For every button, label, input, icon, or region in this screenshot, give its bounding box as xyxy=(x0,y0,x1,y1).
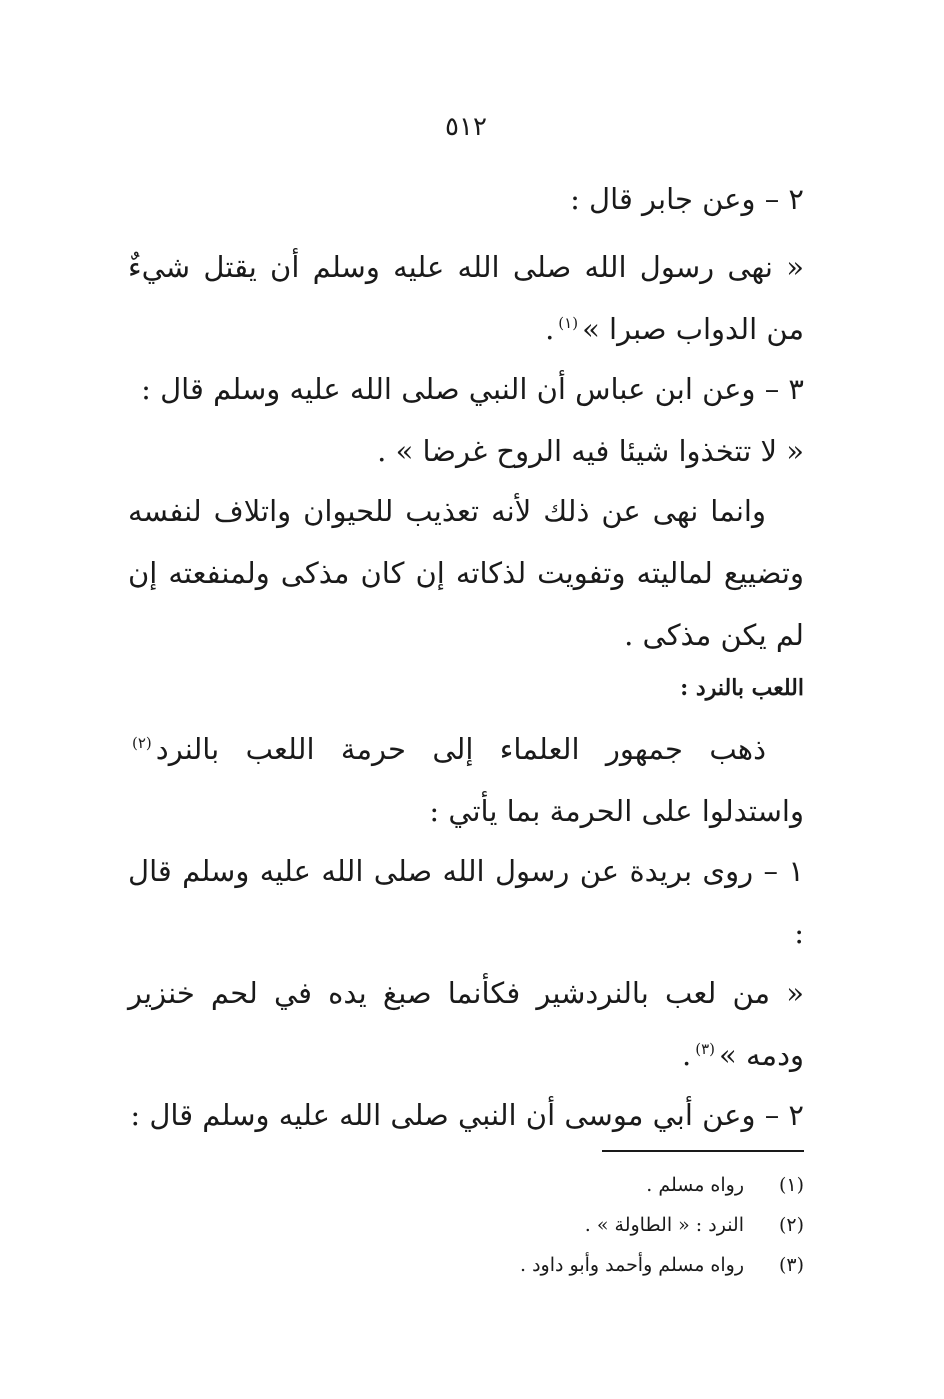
paragraph-end: . xyxy=(682,1038,692,1072)
paragraph-text: واستدلوا على الحرمة بما يأتي : xyxy=(429,794,804,828)
footnote-item xyxy=(128,1205,804,1245)
page xyxy=(128,0,804,1399)
footnote-ref: (١) xyxy=(558,314,579,333)
paragraph-text: « من لعب بالنردشير فكأنما صبغ يده في لحم خنزير ودمه » xyxy=(128,976,804,1072)
section-heading: اللعب بالنرد : xyxy=(680,675,804,701)
footnote-text: رواه مسلم . xyxy=(646,1174,744,1196)
footnotes xyxy=(128,1165,804,1285)
paragraph-jabir xyxy=(128,168,804,230)
footnote-item xyxy=(128,1245,804,1285)
footnote-number: (٢) xyxy=(778,1214,804,1236)
paragraph-text: ٢ – وعن أبي موسى أن النبي صلى الله عليه وسلم قال : xyxy=(130,1098,804,1132)
paragraph-text: « لا تتخذوا شيئا فيه الروح غرضا » . xyxy=(377,434,804,468)
paragraph-text: ١ – روى بريدة عن رسول الله صلى الله عليه وسلم قال : xyxy=(128,854,804,950)
footnote-ref: (٢) xyxy=(132,734,152,753)
paragraph-text: ٢ – وعن جابر قال : xyxy=(570,182,804,216)
paragraph-text: ذهب جمهور العلماء إلى حرمة اللعب بالنرد xyxy=(155,732,766,766)
paragraph-text: وانما نهى عن ذلك لأنه تعذيب للحيوان واتلاف لنفسه وتضييع لماليته وتفويت لذكاته إن كان مذكى ولمنفعته إن لم يكن مذكى . xyxy=(128,494,804,652)
paragraph-hadith-2 xyxy=(128,420,804,482)
footnote-text: النرد : « الطاولة » . xyxy=(584,1214,744,1236)
footnote-ref: (٣) xyxy=(695,1040,716,1059)
paragraph-end: . xyxy=(545,312,555,346)
footnote-text: رواه مسلم وأحمد وأبو داود . xyxy=(520,1254,744,1276)
paragraph-text: « نهى رسول الله صلى الله عليه وسلم أن يقتل شيءٌ من الدواب صبرا » xyxy=(128,250,804,346)
paragraph-hadith-1 xyxy=(128,236,804,360)
paragraph-nard-ruling xyxy=(128,718,804,842)
footnote-number: (١) xyxy=(778,1174,804,1196)
paragraph-ibn-abbas xyxy=(128,358,804,420)
page-number: ٥١٢ xyxy=(445,112,487,142)
paragraph-text: ٣ – وعن ابن عباس أن النبي صلى الله عليه وسلم قال : xyxy=(141,372,804,406)
footnote-divider xyxy=(602,1150,804,1152)
paragraph-hadith-3 xyxy=(128,962,804,1086)
paragraph-explanation xyxy=(128,480,804,666)
footnote-item xyxy=(128,1165,804,1205)
paragraph-buraydah xyxy=(128,840,804,964)
footnote-number: (٣) xyxy=(778,1254,804,1276)
paragraph-abu-musa xyxy=(128,1084,804,1146)
